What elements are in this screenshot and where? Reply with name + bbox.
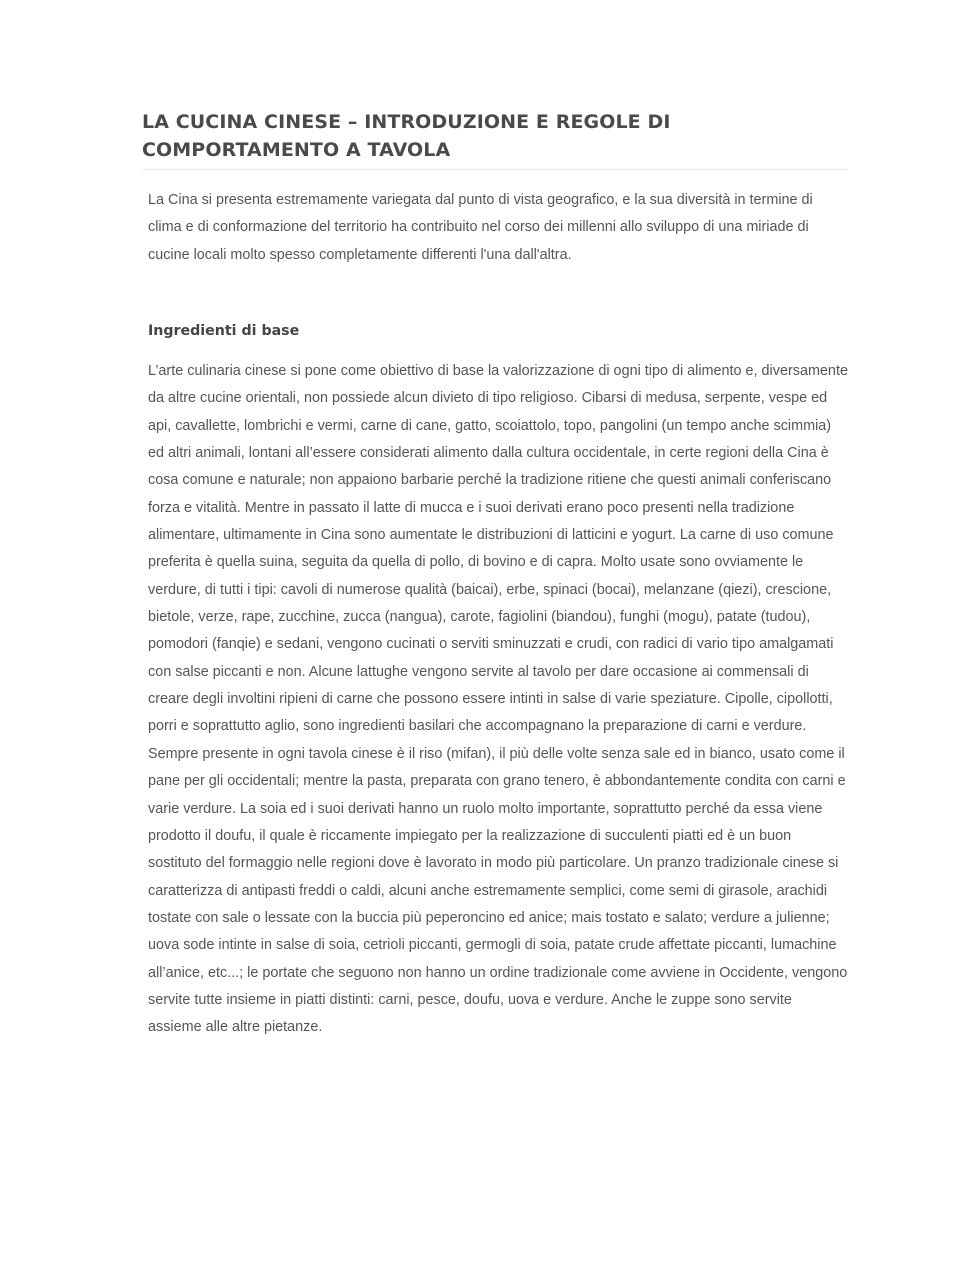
page-title: LA CUCINA CINESE – INTRODUZIONE E REGOLE DI COMPORTAMENTO A TAVOLA: [142, 111, 671, 161]
section-body-ingredienti: L’arte culinaria cinese si pone come obiettivo di base la valorizzazione di ogni tipo di alimento e, diversamente da altre cucine orientali, non possiede alcun divieto di tipo religioso. Cibarsi di medusa, serpente, vespe ed api, cavallette, lombrichi e vermi, carne di cane, gatto, scoiattolo, topo, pangolini (un tempo anche scimmia) ed altri animali, lontani all’essere considerati alimento dalla cultura occidentale, in certe regioni della Cina è cosa comune e naturale; non appaiono barbarie perché la tradizione ritiene che questi animali conferiscano forza e vitalità. Mentre in passato il latte di mucca e i suoi derivati erano poco presenti nella tradizione alimentare, ultimamente in Cina sono aumentate le distribuzioni di latticini e yogurt. La carne di uso comune preferita è quella suina, seguita da quella di pollo, di bovino e di capra. Molto usate sono ovviamente le verdure, di tutti i tipi: cavoli di numerose qualità (baicai), erbe, spinaci (bocai), melanzane (qiezi), crescione, bietole, verze, rape, zucchine, zucca (nangua), carote, fagiolini (biandou), funghi (mogu), patate (tudou), pomodori (fanqie) e sedani, vengono cucinati o serviti sminuzzati e crudi, con radici di vario tipo amalgamati con salse piccanti e non. Alcune lattughe vengono servite al tavolo per dare occasione ai commensali di creare degli involtini ripieni di carne che possono essere intinti in salse di varie speziature. Cipolle, cipollotti, porri e soprattutto aglio, sono ingredienti basilari che accompagnano la preparazione di carni e verdure. Sempre presente in ogni tavola cinese è il riso (mifan), il più delle volte senza sale ed in bianco, usato come il pane per gli occidentali; mentre la pasta, preparata con grano tenero, è abbondantemente condita con carni e varie verdure. La soia ed i suoi derivati hanno un ruolo molto importante, soprattutto perché da essa viene prodotto il doufu, il quale è riccamente impiegato per la realizzazione di succulenti piatti ed è un buon sostituto del formaggio nelle regioni dove è lavorato in modo più particolare. Un pranzo tradizionale cinese si caratterizza di antipasti freddi o caldi, alcuni anche estremamente semplici, come semi di girasole, arachidi tostate con sale o lessate con la buccia più peperoncino ed anice; mais tostato e salato; verdure a julienne; uova sode intinte in salse di soia, cetrioli piccanti, germogli di soia, patate crude affettate piccanti, lumachine all’anice, etc...; le portate che seguono non hanno un ordine tradizionale come avviene in Occidente, vengono servite tutte insieme in piatti distinti: carni, pesce, doufu, uova e verdure. Anche le zuppe sono servite assieme alle altre pietanze.: [148, 363, 848, 1036]
section-heading-ingredienti: Ingredienti di base: [148, 323, 300, 339]
intro-paragraph: La Cina si presenta estremamente variegata dal punto di vista geografico, e la sua diversità in termine di clima e di conformazione del territorio ha contribuito nel corso dei millenni allo sviluppo di una miriade di cucine locali molto spesso completamente differenti l'una dall'altra.: [148, 192, 813, 263]
title-divider: [142, 169, 848, 170]
